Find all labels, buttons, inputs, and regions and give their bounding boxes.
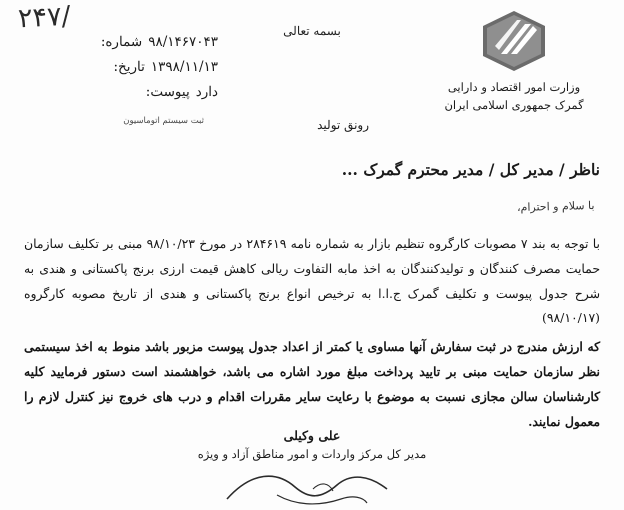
letter-date-label: تاریخ: (113, 59, 145, 75)
signatory-name: علی وکیلی (283, 428, 341, 443)
besmellah-text: بسمه تعالی (283, 24, 341, 38)
letter-meta-block (18, 34, 218, 126)
automation-registration-note: ثبت سیستم اتوماسیون (123, 116, 204, 126)
letter-date-value: ۱۳۹۸/۱۱/۱۳ (150, 59, 218, 75)
addressee-line: ناظر / مدیر کل / مدیر محترم گمرک ... (341, 160, 600, 179)
iran-customs-emblem-icon (481, 10, 547, 72)
meta-row (18, 59, 218, 75)
year-slogan: رونق تولید (317, 118, 369, 132)
organization-header (424, 10, 604, 115)
letter-attachment-label: پیوست: (145, 84, 190, 100)
body-paragraph-2: که ارزش مندرج در ثبت سفارش آنها مساوی یا کمتر از اعداد جدول پیوست مزبور باشد منوط به اخذ سیستمی نظر سازمان حمایت مبنی بر تایید پرداخت مبلغ مورد اشاره می باشد، خواهشمند است دستور فرمایید کلیه کارشناسان سالن مجازی نسبت به موضوع با رعایت سایر مقررات اقدام و درب های خروج نیز کنترل لازم را معمول نمایند. (24, 339, 600, 429)
letter-number-label: شماره: (100, 34, 143, 50)
handwritten-registry-number: ۲۴۷/ (17, 0, 72, 35)
greeting-line: با سلام و احترام، (516, 198, 595, 215)
signature-block (0, 428, 624, 510)
org-line-customs: گمرک جمهوری اسلامی ایران (444, 98, 584, 113)
letter-body (24, 232, 600, 439)
letter-attachment-value: دارد (195, 84, 218, 100)
signatory-title: مدیر کل مرکز واردات و امور مناطق آزاد و ویژه (197, 447, 427, 461)
body-paragraph-1: با توجه به بند ۷ مصوبات کارگروه تنظیم بازار به شماره نامه ۲۸۴۶۱۹ در مورخ ۹۸/۱۰/۲۳ مبنی بر تکلیف سازمان حمایت مصرف کنندگان و تولیدکنندگان به اخذ مابه التفاوت ریالی کاهش قیمت ارزی برنج پاکستانی و هندی به شرح جدول پیوست و تکلیف گمرک ج.ا.ا به ترخیص انواع برنج پاکستانی و هندی از تاریخ مصوبه کارگروه (۹۸/۱۰/۱۷) (24, 236, 600, 326)
meta-row (18, 34, 218, 50)
handwritten-signature-icon (217, 465, 407, 510)
meta-row (18, 84, 218, 100)
org-line-ministry: وزارت امور اقتصاد و دارایی (447, 80, 581, 94)
letter-number-value: ۹۸/۱۴۶۷۰۴۳ (148, 34, 218, 50)
